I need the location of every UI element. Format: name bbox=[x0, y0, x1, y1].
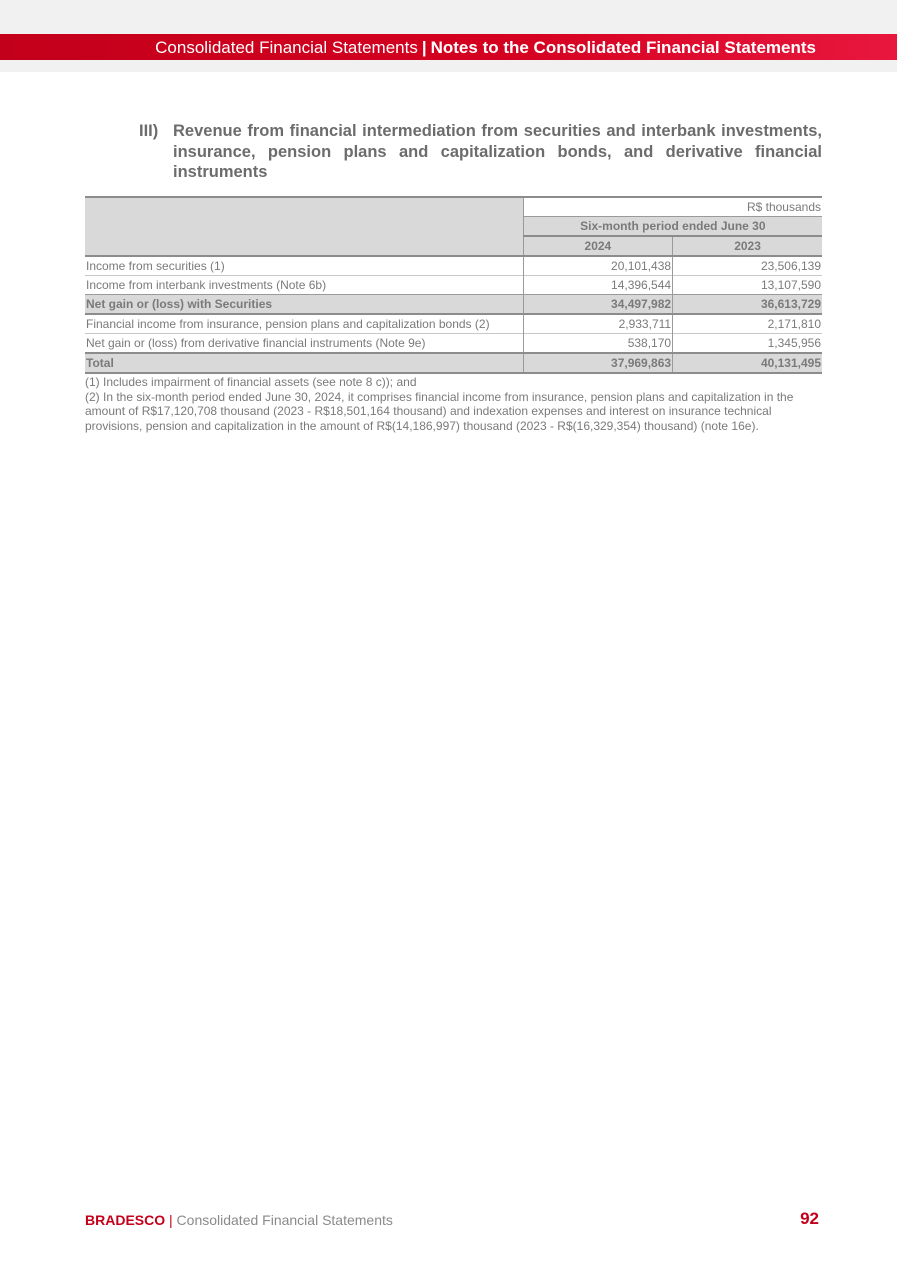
row-label: Net gain or (loss) with Securities bbox=[85, 295, 523, 315]
header-separator: | bbox=[421, 38, 427, 57]
row-label: Net gain or (loss) from derivative financial instruments (Note 9e) bbox=[85, 334, 523, 354]
total-value-2023: 40,131,495 bbox=[673, 353, 822, 373]
row-value-2024: 14,396,544 bbox=[523, 276, 672, 295]
table-row bbox=[85, 276, 822, 295]
header-title bbox=[155, 38, 816, 57]
table-header-unit-row bbox=[85, 197, 822, 217]
section-title bbox=[139, 121, 822, 183]
footnote-1: (1) Includes impairment of financial assets (see note 8 c)); and bbox=[85, 375, 417, 389]
footnote-2: (2) In the six-month period ended June 30, 2024, it comprises financial income from insurance, pension plans and capitalization in the amount of R$17,120,708 thousand (2023 - R$18,501,164 thousand) and indexation expenses and interest on insurance technical provisions, pension and capitalization in the amount of R$(14,186,997) thousand (2023 - R$(16,329,354) thousand) (note 16e). bbox=[85, 389, 794, 433]
row-label: Financial income from insurance, pension plans and capitalization bonds (2) bbox=[85, 314, 523, 334]
footer-separator: | bbox=[169, 1212, 173, 1228]
year-2023-header: 2023 bbox=[673, 236, 822, 256]
section-number: III) bbox=[139, 122, 159, 140]
table-row bbox=[85, 314, 822, 334]
table-row bbox=[85, 256, 822, 276]
row-value-2023: 23,506,139 bbox=[673, 256, 822, 276]
row-value-2023: 36,613,729 bbox=[673, 295, 822, 315]
subtotal-row bbox=[85, 295, 822, 315]
total-value-2024: 37,969,863 bbox=[523, 353, 672, 373]
total-row bbox=[85, 353, 822, 373]
row-value-2024: 34,497,982 bbox=[523, 295, 672, 315]
row-label: Income from securities (1) bbox=[85, 256, 523, 276]
header-bar bbox=[0, 34, 897, 60]
row-value-2024: 2,933,711 bbox=[523, 314, 672, 334]
header-subsection: Notes to the Consolidated Financial Statements bbox=[430, 38, 816, 57]
row-value-2024: 20,101,438 bbox=[523, 256, 672, 276]
row-label: Income from interbank investments (Note 6b) bbox=[85, 276, 523, 295]
section-heading: Revenue from financial intermediation from securities and interbank investments, insurance, pension plans and capitalization bonds, and derivative financial instruments bbox=[173, 122, 822, 181]
footer bbox=[85, 1212, 393, 1228]
year-2024-header: 2024 bbox=[523, 236, 672, 256]
row-value-2024: 538,170 bbox=[523, 334, 672, 354]
row-value-2023: 13,107,590 bbox=[673, 276, 822, 295]
row-value-2023: 1,345,956 bbox=[673, 334, 822, 354]
footer-document: Consolidated Financial Statements bbox=[176, 1212, 393, 1228]
header-section: Consolidated Financial Statements bbox=[155, 38, 418, 57]
table-row bbox=[85, 334, 822, 354]
footer-brand: BRADESCO bbox=[85, 1212, 166, 1228]
period-label: Six-month period ended June 30 bbox=[523, 217, 822, 237]
revenue-table bbox=[85, 196, 822, 374]
table-header-blank bbox=[85, 197, 523, 256]
unit-label: R$ thousands bbox=[523, 197, 822, 217]
row-value-2023: 2,171,810 bbox=[673, 314, 822, 334]
total-label: Total bbox=[85, 353, 523, 373]
footnotes bbox=[85, 375, 822, 433]
page-number: 92 bbox=[800, 1209, 819, 1228]
